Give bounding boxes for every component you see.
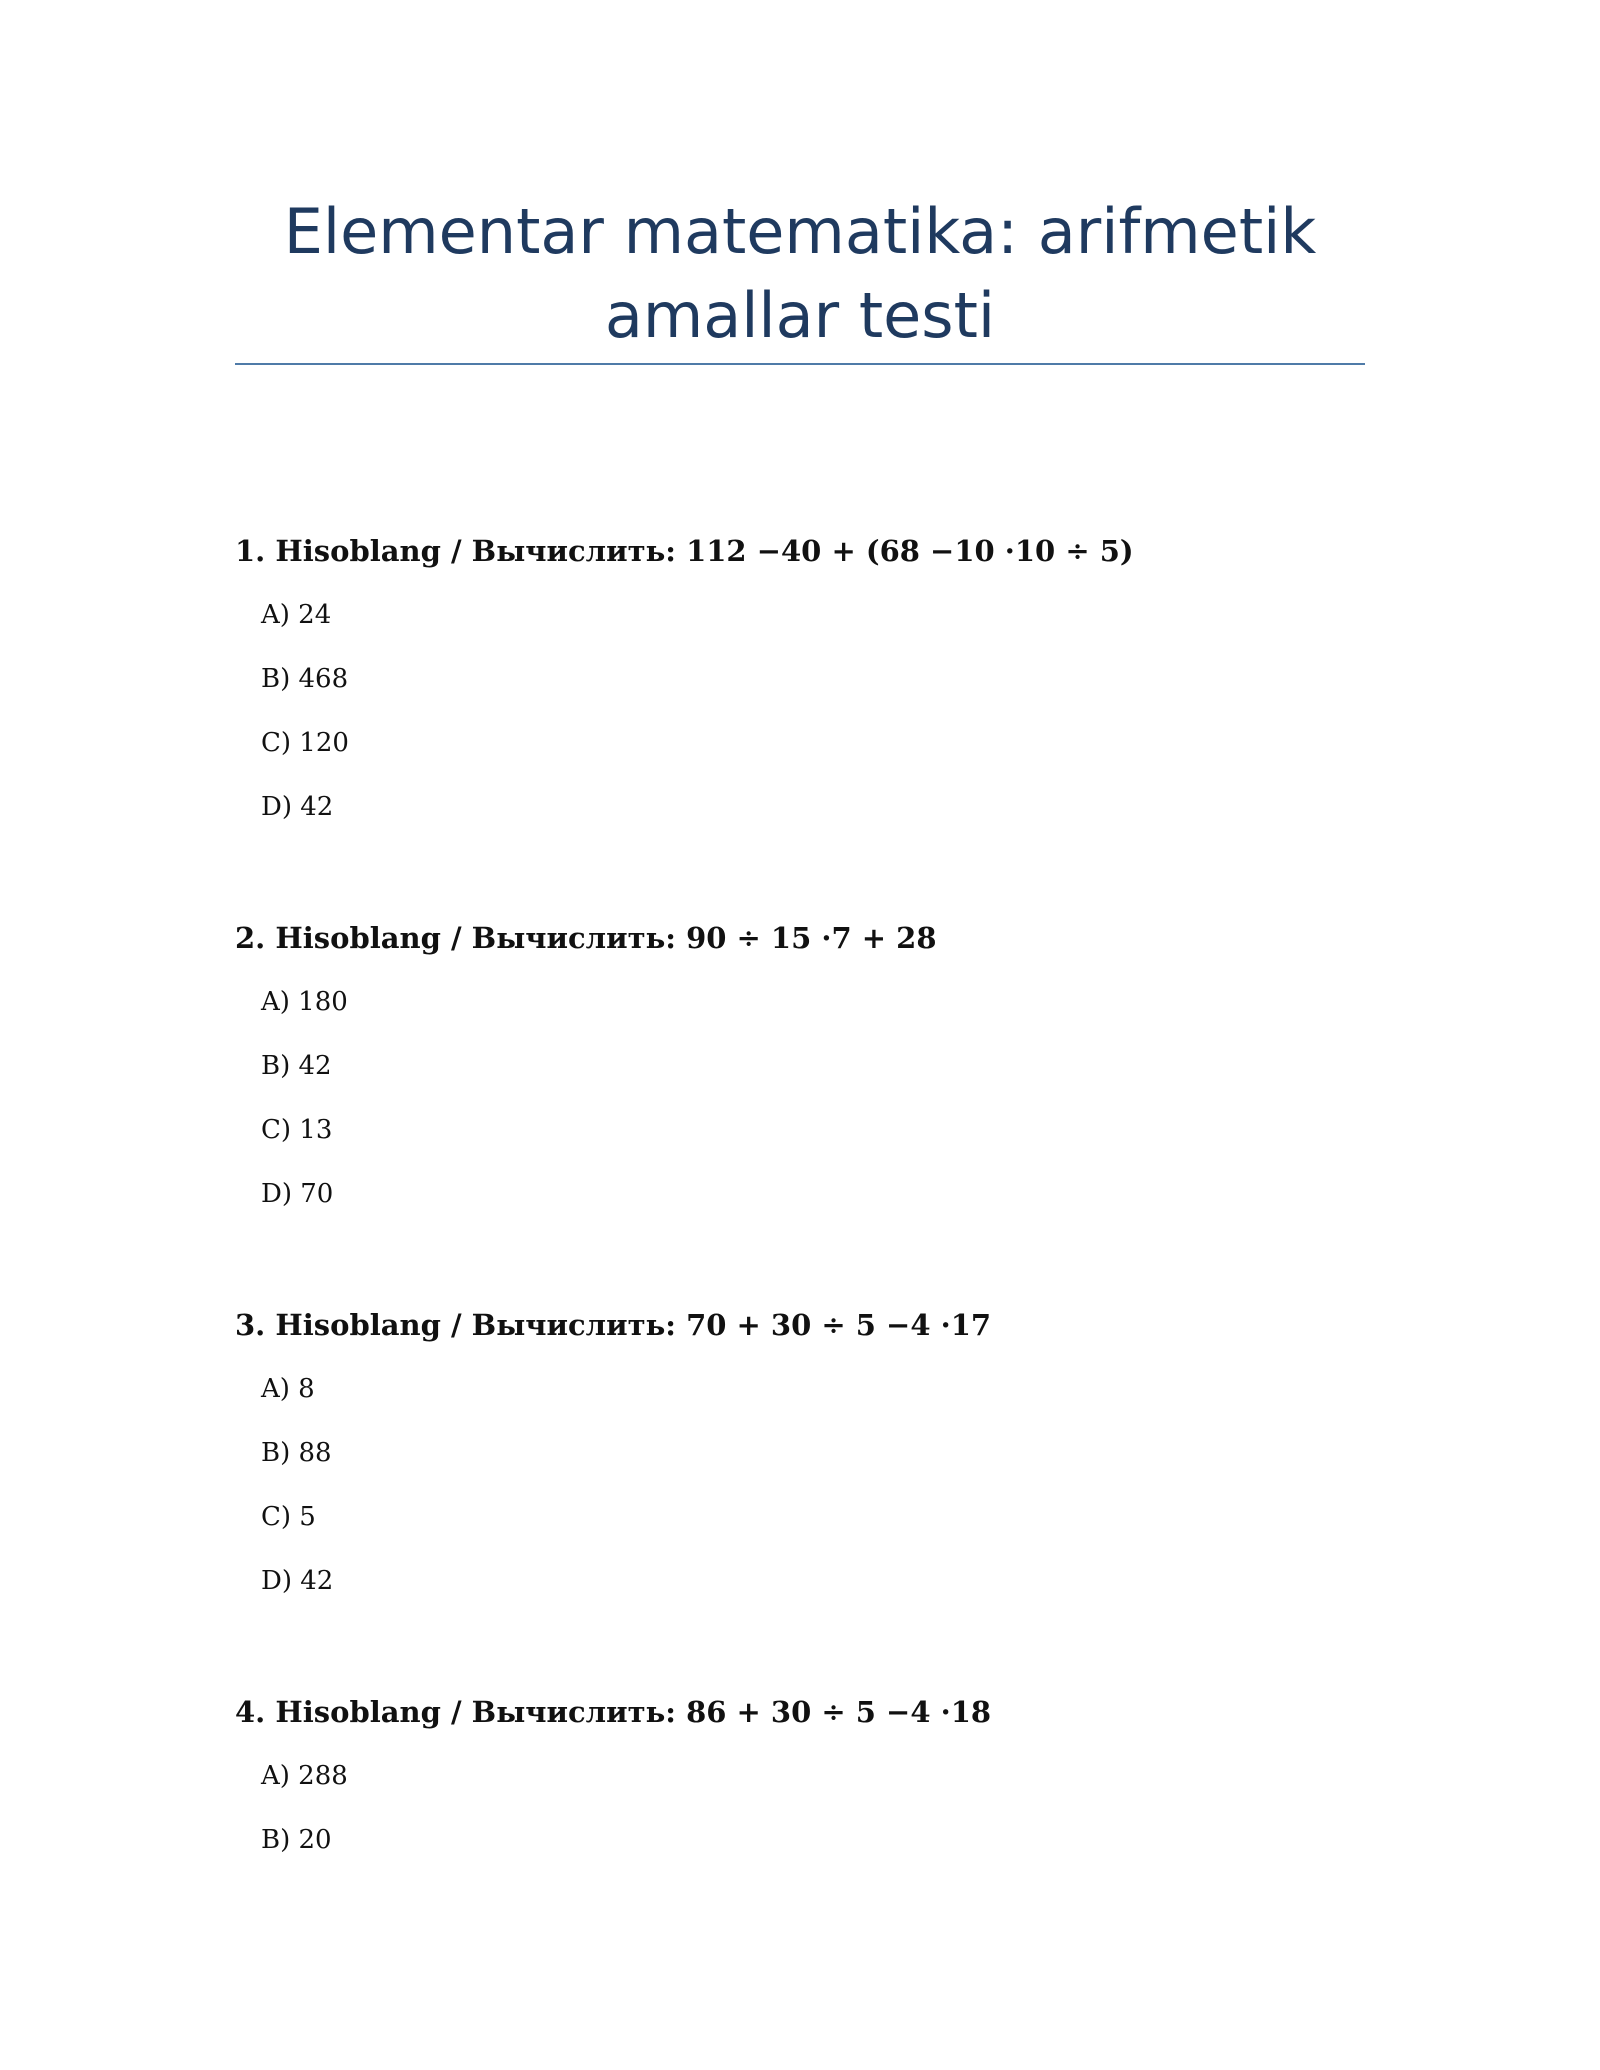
question-3 bbox=[235, 1305, 1365, 1599]
title-line-2: amallar testi bbox=[604, 279, 996, 352]
option-c: C) 120 bbox=[261, 728, 349, 758]
option-b: B) 42 bbox=[261, 1051, 332, 1081]
question-text: 4. Hisoblang / Вычислить: 86 + 30 ÷ 5 −4 ·18 bbox=[235, 1695, 992, 1729]
option-b: B) 468 bbox=[261, 664, 349, 694]
option-a: A) 8 bbox=[261, 1374, 315, 1404]
option-a: A) 180 bbox=[261, 987, 348, 1017]
question-1 bbox=[235, 531, 1365, 825]
title-line-1: Elementar matematika: arifmetik bbox=[283, 195, 1317, 268]
title-underline bbox=[235, 363, 1365, 365]
option-d: D) 42 bbox=[261, 1566, 334, 1596]
question-2 bbox=[235, 918, 1365, 1212]
question-text: 1. Hisoblang / Вычислить: 112 −40 + (68 −10 ·10 ÷ 5) bbox=[235, 534, 1134, 568]
question-4 bbox=[235, 1692, 1365, 1858]
option-b: B) 88 bbox=[261, 1438, 332, 1468]
option-c: C) 13 bbox=[261, 1115, 333, 1145]
question-text: 3. Hisoblang / Вычислить: 70 + 30 ÷ 5 −4 ·17 bbox=[235, 1308, 992, 1342]
option-d: D) 70 bbox=[261, 1179, 334, 1209]
question-text: 2. Hisoblang / Вычислить: 90 ÷ 15 ·7 + 28 bbox=[235, 921, 937, 955]
option-d: D) 42 bbox=[261, 792, 334, 822]
document-title bbox=[235, 190, 1365, 358]
option-a: A) 288 bbox=[261, 1761, 348, 1791]
option-a: A) 24 bbox=[261, 600, 332, 630]
option-c: C) 5 bbox=[261, 1502, 316, 1532]
option-b: B) 20 bbox=[261, 1825, 332, 1855]
